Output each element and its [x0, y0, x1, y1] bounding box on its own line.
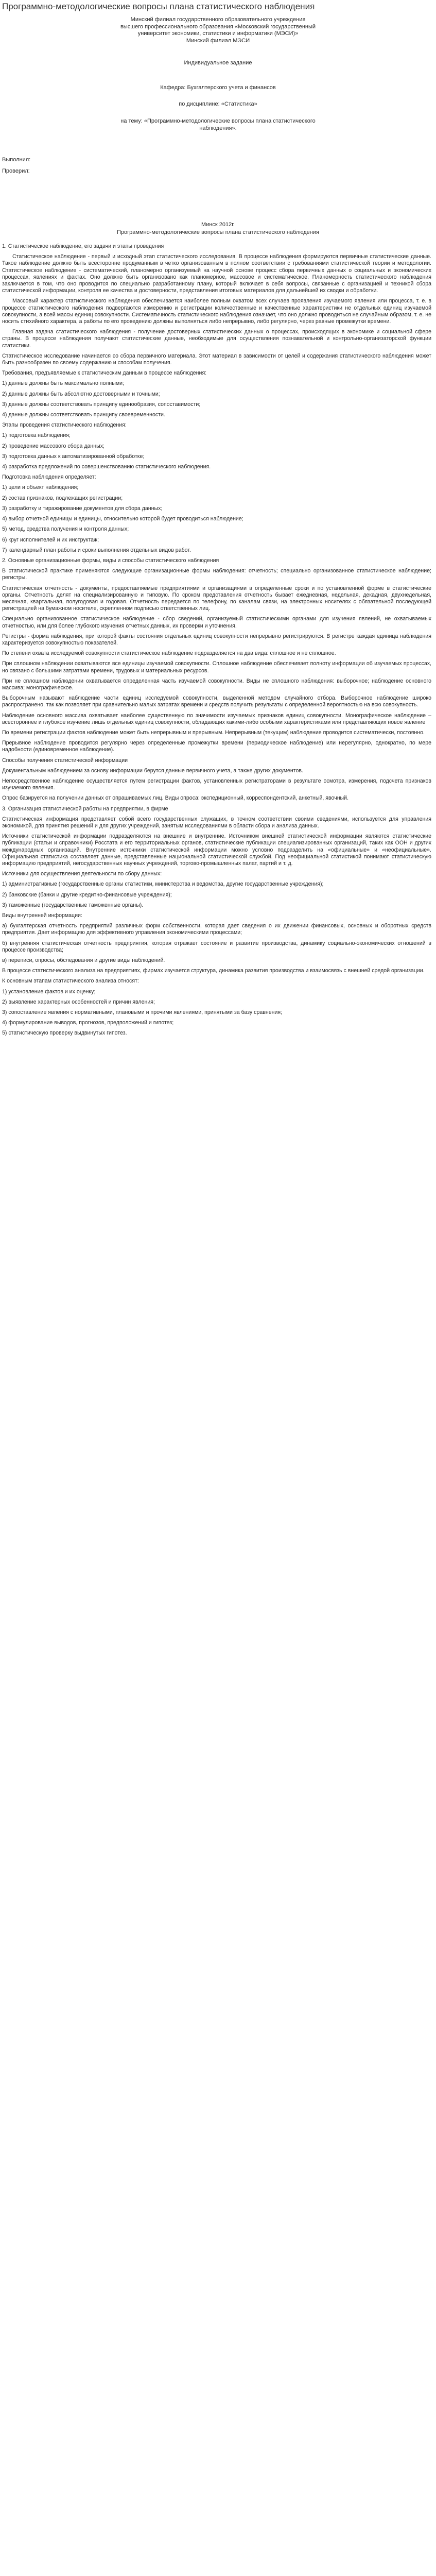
checked-by-label: Проверил:	[2, 168, 30, 174]
section-title: 1. Статистическое наблюдение, его задачи и этапы проведения	[2, 243, 164, 249]
list-item: а) бухгалтерская отчетность предприятий различных форм собственности, которая дает сведения о их движении финансовых, основных и оборотных средств предприятия. Дает информацию для эффективного управления экономическими процессами;	[2, 923, 431, 936]
department-line: Кафедра: Бухгалтерского учета и финансов	[160, 84, 276, 91]
list-item: 3) разработку и тиражирование документов для сбора данных;	[2, 505, 163, 512]
list-item: 1) данные должны быть максимально полными;	[2, 380, 124, 387]
paragraph: Способы получения статистической информации	[2, 757, 128, 764]
list-item: 3) сопоставление явления с нормативными, плановыми и прочими явлениями, принятыми за базу сравнения;	[2, 1009, 283, 1016]
paragraph: При не сплошном наблюдении охватывается определенная часть изучаемой совокупности. Виды не сплошного наблюдения: выборочное; наблюдение основного массива; монографическое.	[2, 677, 431, 691]
paragraph: К основным этапам статистического анализа относят:	[2, 978, 139, 985]
paragraph: Требования, предъявляемые к статистическим данным в процессе наблюдения:	[2, 370, 207, 377]
list-item: 5) метод, средства получения и контроля данных;	[2, 526, 129, 533]
paragraph: Главная задача статистического наблюдения - получение достоверных статистических данных о процессах, происходящих в экономике и социальной сфере страны. В процессе наблюдения получают статистические данные, необходимые для осуществления познавательной и контрольно-организаторской функции статистики.	[2, 329, 431, 349]
paragraph: Непосредственное наблюдение осуществляется путем регистрации фактов, установленных регистраторами в результате осмотра, измерения, подсчета признаков изучаемого явления.	[2, 777, 431, 791]
list-item: 3) подготовка данных к автоматизированной обработке;	[2, 453, 145, 460]
section-title: 3. Организация статистической работы на предприятии, в фирме	[2, 805, 168, 812]
paragraph: Источники для осуществления деятельности по сбору данных:	[2, 871, 162, 877]
org-line: высшего профессионального образования «Московский государственный	[120, 23, 316, 30]
list-item: 4) выбор отчетной единицы и единицы, относительно которой будет проводиться наблюдение;	[2, 516, 243, 522]
list-item: 1) цели и объект наблюдения;	[2, 484, 79, 491]
city-year: Минск 2012г.	[201, 222, 235, 228]
paragraph: Опрос базируется на получении данных от опрашиваемых лиц. Виды опроса: экспедиционный, корреспондентский, анкетный, явочный.	[2, 795, 349, 802]
assignment-label: Индивидуальное задание	[184, 60, 252, 66]
paragraph: По степени охвата исследуемой совокупности статистическое наблюдение подразделяется на два вида: сплошное и не сплошное.	[2, 650, 336, 657]
paragraph: Статистическое наблюдение - первый и исходный этап статистического исследования. В процессе наблюдения формируются первичные статистические данные. Такое наблюдение должно быть всесторонне продуманным в четко организованным в полном соответствии с требованиями статистической теории и методологии. Статистическое наблюдение - систематический, планомерно организуемый на научной основе процесс сбора первичных данных о социальных и экономических процессах, явлениях и фактах. Оно должно быть организовано как планомерное, массовое и систематическое. Планомерность статистического наблюдения заключается в том, что оно проводится по специально разработанному плану, который включает в себя вопросы, связанные с организацией и техникой сбора статистической информации, контроля ее качества и достоверности, представления итоговых материалов для дальнейшей их сводки и обработки.	[2, 253, 431, 294]
paragraph: В статистической практике применяются следующие организационные формы наблюдения: отчетность; специально организованное статистическое наблюдение; регистры.	[2, 568, 431, 581]
paragraph: Наблюдение основного массива охватывает наиболее существенную по значимости изучаемых признаков единиц совокупности. Монографическое наблюдение – всестороннее и глубокое изучение лишь отдельных единиц совокупности, обладающих какими-либо особыми характеристиками или представляющих новое явление	[2, 712, 431, 725]
paragraph: Статистическая информация представляет собой всего государственных служащих, в точном соответствии своими сведениями, используется для управления экономикой, для принятия решений и для других учреждений, занятым исследованиями в области сбора и анализа данных.	[2, 816, 431, 829]
list-item: 6) круг исполнителей и их инструктаж;	[2, 536, 99, 543]
paragraph: Прерывное наблюдение проводится регулярно через определенные промежутки времени (периодическое наблюдение) или нерегулярно, однократно, по мере надобности (единовременное наблюдение).	[2, 740, 431, 753]
organization-block	[0, 16, 436, 44]
list-item: б) внутренняя статистическая отчетность предприятия, которая отражает состояние и развитие производства, динамику социально-экономических отношений в процессе производства;	[2, 940, 431, 953]
paragraph: Специально организованное статистическое наблюдение - сбор сведений, организуемый статистическими органами для изучения явлений, не охватываемых отчетностью, или для более глубокого изучения отчетных данных, их проверки и уточнения.	[2, 616, 431, 629]
paragraph: Этапы проведения статистического наблюдения:	[2, 422, 127, 429]
org-line: Минский филиал государственного образовательного учреждения	[130, 16, 306, 23]
paragraph: Выборочным называют наблюдение части единиц исследуемой совокупности, выделенной методом случайного отбора. Выборочное наблюдение широко распространено, так как позволяет при сравнительно малых затратах времени и средств получить результаты с определенной вероятностью на всю совокупность.	[2, 695, 431, 708]
list-item: 5) статистическую проверку выдвинутых гипотез.	[2, 1030, 127, 1037]
topic-line: на тему: «Программно-методологические вопросы плана статистического	[120, 118, 316, 124]
paragraph: В процессе статистического анализа на предприятиях, фирмах изучается структура, динамика развития производства и взаимосвязь с внешней средой организации.	[2, 968, 425, 974]
document-body	[2, 243, 431, 1041]
list-item: 2) данные должны быть абсолютно достоверными и точными;	[2, 391, 160, 397]
paragraph: Подготовка наблюдения определяет:	[2, 474, 96, 481]
paragraph: Регистры - форма наблюдения, при которой факты состояния отдельных единиц совокупности непрерывно регистрируются. В регистре каждая единица наблюдения характеризуется совокупностью показателей.	[2, 633, 431, 646]
list-item: 1) подготовка наблюдения;	[2, 432, 71, 439]
paragraph: По времени регистрации фактов наблюдение может быть непрерывным и прерывным. Непрерывным (текущим) наблюдение проводится систематически, постоянно.	[2, 729, 425, 736]
list-item: 3) таможенные (государственные таможенные органы).	[2, 902, 144, 908]
paragraph: Источники статистической информации подразделяются на внешние и внутренние. Источником внешней статистической информации являются статистические публикации (статьи и справочники) Росстата и его территориальных органов, статистические публикации специализированных организаций, таких как ООН и других международных организаций. Внутренние источники статистической информации можно условно подразделить на «официальные» и «неофициальные». Официальная статистика составляет данные, представленные национальной статистической службой. Под неофициальной статистикой понимают статистическую информацию предприятий, негосударственных научных учреждений, торгово-промышленных палат, партий и т. д.	[2, 833, 431, 867]
paragraph: При сплошном наблюдении охватываются все единицы изучаемой совокупности. Сплошное наблюдение обеспечивает полноту информации об изучаемых процессах, но связано с большими затратами времени, трудовых и материальных ресурсов.	[2, 660, 431, 674]
paragraph: Массовый характер статистического наблюдения обеспечивается наиболее полным охватом всех случаев проявления изучаемого явления или процесса, т. е. в процессе статистического наблюдения подвергаются измерению и регистрации количественные и качественные характеристики не отдельных единиц изучаемой совокупности, а всей массы единиц совокупности. Систематичность статистического наблюдения означает, что оно должно проводиться не случайным образом, т. е. не носить стихийного характера, а работы по его проведению должны выполняться либо непрерывно, либо регулярно, через равные промежутки времени.	[2, 298, 431, 325]
list-item: 1) административные (государственные органы статистики, министерства и ведомства, другие государственные учреждения);	[2, 881, 324, 888]
list-item: 2) банковские (банки и другие кредитно-финансовые учреждения);	[2, 891, 172, 898]
list-item: 4) формулирование выводов, прогнозов, предположений и гипотез;	[2, 1020, 174, 1026]
topic-line: наблюдения».	[199, 125, 237, 131]
paragraph: Документальным наблюдением за основу информации берутся данные первичного учета, а также других документов.	[2, 767, 303, 774]
list-item: 2) проведение массового сбора данных;	[2, 443, 104, 449]
list-item: 2) выявление характерных особенностей и причин явления;	[2, 998, 155, 1005]
list-item: 1) установление фактов и их оценку;	[2, 988, 96, 995]
section-title: 2. Основные организационные формы, виды и способы статистического наблюдения	[2, 557, 219, 564]
paragraph: Статистическое исследование начинается со сбора первичного материала. Этот материал в зависимости от целей и содержания статистического наблюдения может быть разнообразен по своему содержанию и способам получения.	[2, 352, 431, 366]
list-item: 4) разработка предложений по совершенствованию статистического наблюдения.	[2, 464, 211, 470]
paragraph: Статистическая отчетность - документы, предоставляемые предприятиями и организациями в определенные сроки и по установленной форме в статистические органы. Отчетность делят на специализированную и типовую. По сроком представления отчетность бывает ежедневная, недельная, декадная, двухнедельная, месячная, квартальная, полугодовая и годовая. Отчетность передается по телефону, по каналам связи, на электронных носителях с обязательной последующей регистрацией на бумажном носителе, скрепленном подписью ответственных лиц.	[2, 585, 431, 612]
discipline-line: по дисциплине: «Статистика»	[179, 101, 257, 107]
section-heading: Программно-методологические вопросы плана статистического наблюдения	[117, 229, 319, 235]
list-item: в) переписи, опросы, обследования и другие виды наблюдений.	[2, 957, 165, 964]
paragraph: Виды внутренней информации:	[2, 912, 82, 919]
done-by-label: Выполнил:	[2, 157, 31, 163]
document-title: Программно-методологические вопросы плана статистического наблюдения	[2, 2, 315, 11]
org-line: университет экономики, статистики и информатики (МЭСИ)»	[137, 30, 299, 37]
list-item: 7) календарный план работы и сроки выполнения отдельных видов работ.	[2, 547, 191, 553]
list-item: 4) данные должны соответствовать принципу своевременности.	[2, 412, 165, 418]
list-item: 2) состав признаков, подлежащих регистрации;	[2, 495, 123, 501]
list-item: 3) данные должны соответствовать принципу единообразия, сопоставимости;	[2, 401, 201, 408]
org-line: Минский филиал МЭСИ	[186, 37, 250, 44]
